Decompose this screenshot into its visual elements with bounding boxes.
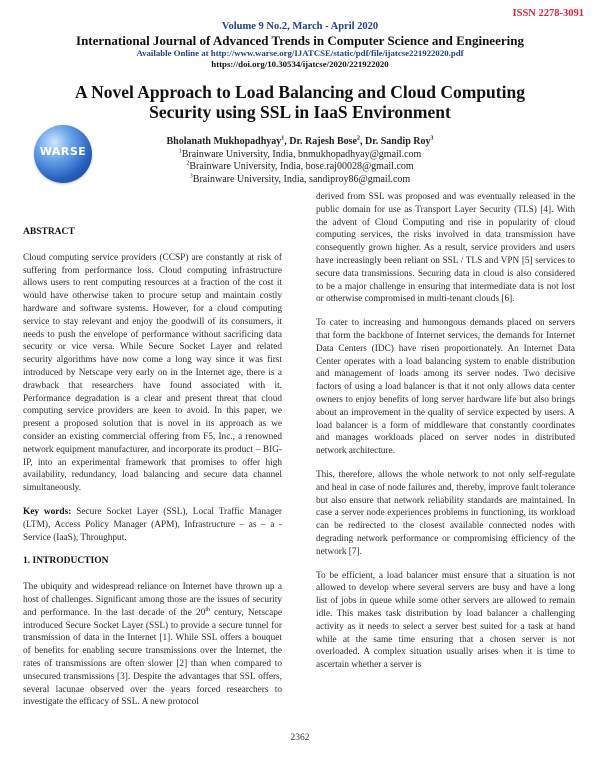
page-number: 2362 (290, 733, 310, 743)
author-3: Dr. Sandip Roy (364, 136, 431, 147)
paper-title (0, 82, 600, 122)
affiliation-text: Brainware University, India, bose.raj00028@gmail.com (189, 161, 414, 172)
available-online-link[interactable]: Available Online at http://www.warse.org/IJATCSE/static/pdf/file/ijatcse221922020.pdf (136, 48, 464, 58)
abstract-heading: ABSTRACT (23, 227, 75, 237)
separator: , (284, 136, 290, 147)
left-column (23, 226, 282, 720)
author-3-sup: 3 (430, 135, 434, 142)
journal-name: International Journal of Advanced Trends in Computer Science and Engineering (76, 33, 524, 48)
intro-text-a: The ubiquity and widespread reliance on Internet have thrown up a host of challenges. Significant among those are the issues of security and performance. In the last decade of the 20 (23, 582, 282, 618)
right-paragraph-2: To cater to increasing and humongous demands placed on servers that form the backbone of Internet services, the demands for Internet Data Centers (IDC) have risen proportionately. An Internet Data Center operates with a load balancing system to enable distribution and management of loads among its server nodes. Two decisive factors of using a load balancer is that it not only allows data center owners to enjoy benefits of long server hardware life but also brings about an improvement in the quality of service expected by users. A load balancer is a form of middleware that constantly coordinates and manages workloads placed on server nodes in distributed network architecture. (316, 318, 575, 457)
introduction-heading: 1. INTRODUCTION (23, 556, 109, 567)
authors-block (0, 136, 600, 186)
affiliation-3 (0, 174, 600, 187)
author-names (0, 136, 600, 149)
affiliation-2 (0, 161, 600, 174)
affiliation-sup: 1 (178, 148, 182, 155)
right-paragraph-4: To be efficient, a load balancer must ensure that a situation is not allowed to develop where several servers are busy and have a long list of jobs in queue while some other servers are allowed to remain idle. This makes task distribution by load balancer a challenging activity as it needs to select a server best suited for a task at hand while at the same time ensuring that a chosen server is not overloaded. A complex situation usually arises when it is time to ascertain whether a server is (316, 570, 575, 671)
author-2-sup: 2 (356, 135, 360, 142)
right-paragraph-1: derived from SSL was proposed and was eventually released in the public domain for use as Transport Layer Security (TLS) [4]. With the advent of Cloud Computing and rise in popularity of cloud computing services, the risks involved in data transmission have consequently grown higher. As a result, service providers and users have increasingly been reliant on SSL / TLS and VPN [5] services to secure data transmissions. Securing data in cloud is also considered to be a major challenge in ensuring that intermediate data is not lost or otherwise compromised in multi-tenant clouds [6]. (316, 192, 575, 305)
logo-text: WARSE (39, 145, 87, 158)
author-1-sup: 1 (281, 135, 285, 142)
title-line-1: A Novel Approach to Load Balancing and Cloud Computing (75, 82, 525, 102)
affiliation-text: Brainware University, India, bnmukhopadhyay@gmail.com (181, 148, 422, 160)
keywords-label: Key words: (23, 506, 72, 517)
issn-label: ISSN 2278-3091 (512, 8, 584, 19)
intro-text-b: century, Netscape introduced Secure Socket Layer (SSL) to provide a secure tunnel for transmission of data in the Internet [1]. While SSL offers a bouquet of benefits for enabling secure transmissions over the Internet, the rates of transmissions are often slower [2] than when compared to unsecured transmissions [3]. Despite the advantages that SSL offers, several lacunae observed over the years forced researchers to investigate the efficacy of SSL. A new protocol (23, 607, 282, 708)
affiliation-1 (0, 149, 600, 162)
intro-sup: th (205, 606, 210, 613)
doi-link[interactable]: https://doi.org/10.30534/ijatcse/2020/221922020 (211, 59, 389, 69)
right-column (316, 191, 575, 683)
right-paragraph-3: This, therefore, allows the whole network to not only self-regulate and heal in case of node failures and, thereby, improve fault tolerance but also ensure that network reliability standards are maintained. In case a server node experiences problems in functioning, its workload can be redirected to the closest available connected nodes with degrading network performance or compromising efficiency of the network [7]. (316, 469, 575, 557)
abstract-text: Cloud computing service providers (CCSP) are constantly at risk of suffering from performance loss. Cloud computing infrastructure allows users to rent computing resources at a fraction of the cost it would have otherwise taken to procure setup and maintain costly hardware and software systems. However, for a cloud computing service to stay relevant and enjoy the goodwill of its consumers, it needs to push the envelope of performance without sacrificing data security or vice versa. While Secure Socket Layer and related security algorithms have now come a long way since it was first introduced by Netscape very early on in the Internet age, there is a drawback that researchers have found associated with it. Performance degradation is a clear and present threat that cloud computing service providers are keen to avoid. In this paper, we present a proposed solution that is novel in its approach as we consider an existing commercial offering from F5, Inc., a renowned network equipment manufacturer, and incorporate its product – BIG-IP, into an experimental framework that promises to offer high availability, redundancy, load balancing and secure data channel simultaneously. (23, 252, 282, 494)
affiliation-sup: 3 (189, 173, 193, 180)
author-2: Dr. Rajesh Bose (289, 136, 357, 147)
separator: , (359, 136, 365, 147)
keywords (23, 506, 282, 544)
affiliation-sup: 2 (186, 160, 190, 167)
volume-line: Volume 9 No.2, March - April 2020 (221, 21, 379, 32)
intro-paragraph-1 (23, 581, 282, 709)
title-line-2: Security using SSL in IaaS Environment (149, 102, 451, 122)
affiliation-text: Brainware University, India, sandiproy86@gmail.com (192, 173, 411, 185)
keywords-text: Secure Socket Layer (SSL), Local Traffic Manager (LTM), Access Policy Manager (APM), Infrastructure – as – a - Service (IaaS), Throughput. (23, 506, 282, 543)
author-1: Bholanath Mukhopadhyay (166, 136, 282, 147)
